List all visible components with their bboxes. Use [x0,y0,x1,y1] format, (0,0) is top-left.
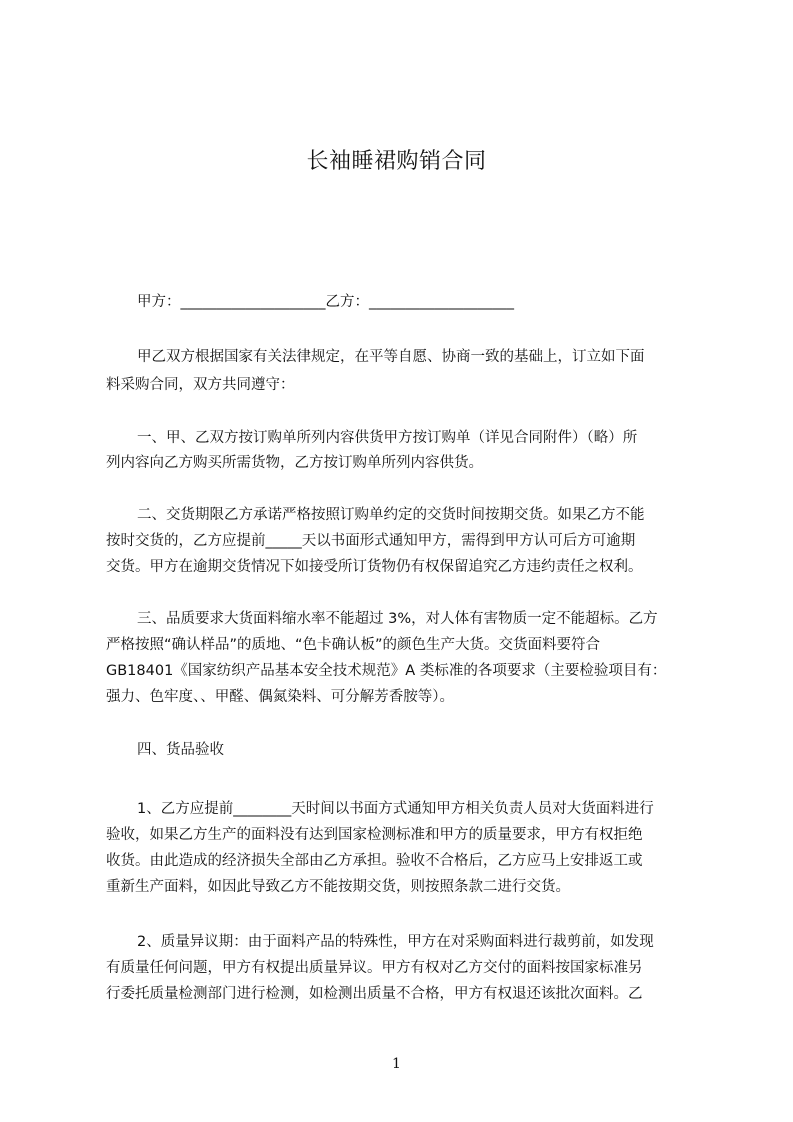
paragraph-line: 2、质量异议期：由于面料产品的特殊性，甲方在对采购面料进行裁剪前，如发现 [137,934,654,950]
paragraph-line: 强力、色牢度、、甲醛、偶氮染料、可分解芳香胺等）。 [106,689,454,705]
paragraph-line: 三、品质要求大货面料缩水率不能超过 3%，对人体有害物质一定不能超标。乙方 [137,611,658,627]
party-line: 甲方：____________________乙方：____________________ [137,294,514,310]
paragraph-line: 二、交货期限乙方承诺严格按照订购单约定的交货时间按期交货。如果乙方不能 [137,507,645,523]
paragraph-line: 按时交货的，乙方应提前_____天以书面形式通知甲方，需得到甲方认可后方可逾期 [106,533,636,549]
paragraph-line: 验收，如果乙方生产的面料没有达到国家检测标准和甲方的质量要求，甲方有权拒绝 [106,827,643,843]
paragraph-line: 收货。由此造成的经济损失全部由乙方承担。验收不合格后，乙方应马上安排返工或 [106,853,643,869]
section-heading: 四、货品验收 [137,742,224,758]
paragraph-line: 料采购合同，双方共同遵守： [106,377,295,393]
paragraph-line: GB18401《国家纺织产品基本安全技术规范》A 类标准的各项要求（主要检验项目有： [106,663,667,679]
paragraph-line: 一、甲、乙双方按订购单所列内容供货甲方按订购单（详见合同附件）（略）所 [137,430,638,446]
paragraph-line: 甲乙双方根据国家有关法律规定，在平等自愿、协商一致的基础上，订立如下面 [137,349,645,365]
page-number: 1 [392,1056,401,1072]
paragraph-line: 行委托质量检测部门进行检测，如检测出质量不合格，甲方有权退还该批次面料。乙 [106,986,643,1002]
document-title: 长袖睡裙购销合同 [306,149,487,174]
paragraph-line: 列内容向乙方购买所需货物，乙方按订购单所列内容供货。 [106,455,483,471]
paragraph-line: 严格按照“确认样品”的质地、“色卡确认板”的颜色生产大货。交货面料要符合 [106,637,601,653]
paragraph-line: 1、乙方应提前________天时间以书面方式通知甲方相关负责人员对大货面料进行 [137,801,654,817]
paragraph-line: 有质量任何问题，甲方有权提出质量异议。甲方有权对乙方交付的面料按国家标准另 [106,960,643,976]
paragraph-line: 交货。甲方在逾期交货情况下如接受所订货物仍有权保留追究乙方违约责任之权利。 [106,559,643,575]
paragraph-line: 重新生产面料，如因此导致乙方不能按期交货，则按照条款二进行交货。 [106,879,570,895]
